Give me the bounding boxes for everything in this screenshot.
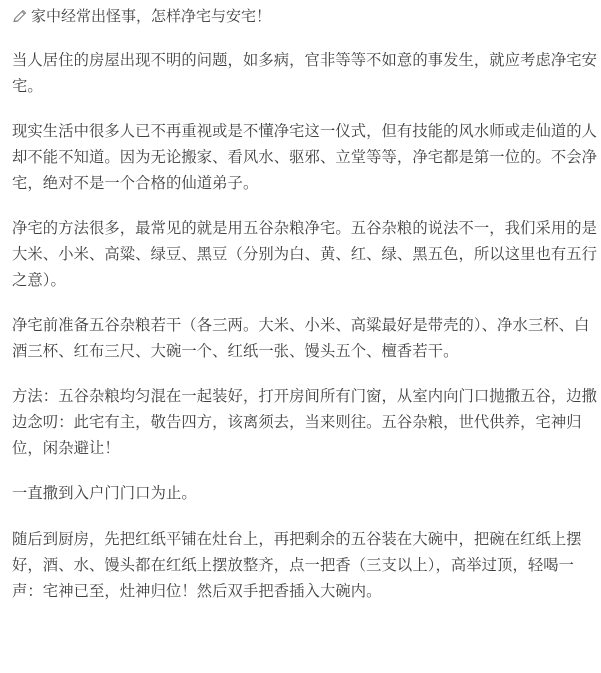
paragraph-1: 当人居住的房屋出现不明的问题，如多病，官非等等不如意的事发生，就应考虑净宅安宅。 bbox=[12, 51, 598, 95]
paragraph-7: 随后到厨房，先把红纸平铺在灶台上，再把剩余的五谷装在大碗中，把碗在红纸上摆好，酒、水、馒头都在红纸上摆放整齐，点一把香（三支以上），高举过顶，轻喝一声：宅神已至，灶神归位！然后双手把香插入大碗内。 bbox=[12, 530, 582, 600]
paragraph-3: 净宅的方法很多，最常见的就是用五谷杂粮净宅。五谷杂粮的说法不一，我们采用的是大米、小米、高粱、绿豆、黑豆（分别为白、黄、红、绿、黑五色，所以这里也有五行之意）。 bbox=[12, 219, 598, 289]
pencil-icon bbox=[12, 8, 28, 24]
paragraph-2: 现实生活中很多人已不再重视或是不懂净宅这一仪式，但有技能的风水师或走仙道的人却不能不知道。因为无论搬家、看风水、驱邪、立堂等等，净宅都是第一位的。不会净宅，绝对不是一个合格的仙道弟子。 bbox=[12, 122, 598, 192]
paragraph-4: 净宅前准备五谷杂粮若干（各三两。大米、小米、高粱最好是带壳的）、净水三杯、白酒三杯、红布三尺、大碗一个、红纸一张、馒头五个、檀香若干。 bbox=[12, 316, 590, 360]
article bbox=[12, 5, 601, 623]
paragraph-6: 一直撒到入户门门口为止。 bbox=[12, 484, 197, 502]
heading-text: 家中经常出怪事，怎样净宅与安宅！ bbox=[31, 7, 272, 25]
article-heading bbox=[12, 5, 601, 27]
paragraph-5: 方法：五谷杂粮均匀混在一起装好，打开房间所有门窗，从室内向门口抛撒五谷，边撒边念叨：此宅有主，敬告四方，该离须去，当来则往。五谷杂粮，世代供养，宅神归位，闲杂避让！ bbox=[12, 387, 598, 457]
